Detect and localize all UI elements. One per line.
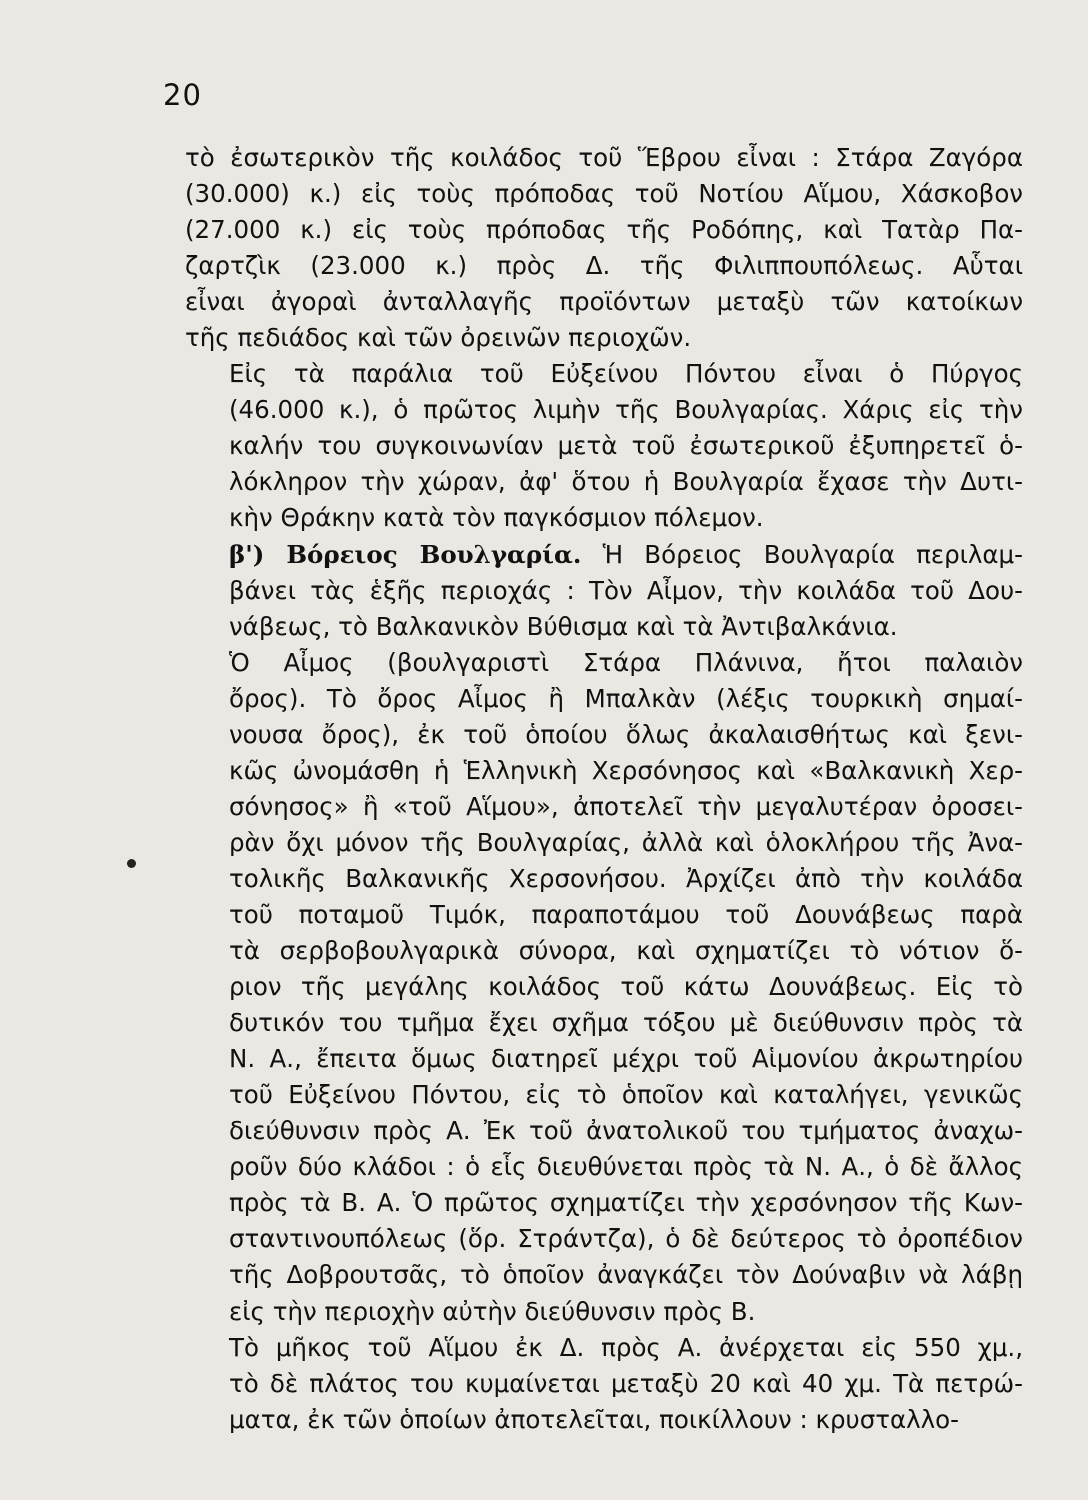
text-line: πρὸς τὰ Β. Α. Ὁ πρῶτος σχηματίζει τὴν χερσόνησον τῆς Κων- — [229, 1188, 1023, 1218]
paragraph — [185, 645, 1023, 1330]
text-line: δυτικόν του τμῆμα ἔχει σχῆμα τόξου μὲ διεύθυνσιν πρὸς τὰ — [229, 1008, 1023, 1038]
text-line: ματα, ἐκ τῶν ὁποίων ἀποτελεῖται, ποικίλλουν : κρυσταλλο- — [229, 1404, 959, 1434]
text-line: τὰ σερβοβουλγαρικὰ σύνορα, καὶ σχηματίζει τὸ νότιον ὅ- — [229, 936, 1023, 966]
text-line: τὸ δὲ πλάτος του κυμαίνεται μεταξὺ 20 καὶ 40 χμ. Τὰ πετρώ- — [229, 1368, 1023, 1398]
text-line: τολικῆς Βαλκανικῆς Χερσονήσου. Ἀρχίζει ἀπὸ τὴν κοιλάδα — [229, 863, 1023, 893]
text-line: Εἰς τὰ παράλια τοῦ Εὐξείνου Πόντου εἶναι ὁ Πύργος — [229, 359, 1023, 389]
text-line: (30.000) κ.) εἰς τοὺς πρόποδας τοῦ Νοτίου Αἵμου, Χάσκοβον — [185, 179, 1023, 209]
text-line: ρὰν ὄχι μόνον τῆς Βουλγαρίας, ἀλλὰ καὶ ὁλοκλήρου τῆς Ἀνα- — [229, 827, 1023, 857]
text-line: τοῦ Εὐξείνου Πόντου, εἰς τὸ ὁποῖον καὶ καταλήγει, γενικῶς — [229, 1080, 1023, 1110]
text-line: ζαρτζὶκ (23.000 κ.) πρὸς Δ. τῆς Φιλιππουπόλεως. Αὗται — [185, 251, 1023, 281]
paragraph — [185, 1330, 1023, 1438]
text-line: ριον τῆς μεγάλης κοιλάδος τοῦ κάτω Δουνάβεως. Εἰς τὸ — [229, 972, 1023, 1002]
text-line — [185, 537, 1023, 573]
text-line: διεύθυνσιν πρὸς Α. Ἐκ τοῦ ἀνατολικοῦ του τμήματος ἀναχω- — [229, 1116, 1023, 1146]
text-line: Τὸ μῆκος τοῦ Αἵμου ἐκ Δ. πρὸς Α. ἀνέρχεται εἰς 550 χμ., — [229, 1332, 1023, 1362]
text-line: εἰς τὴν περιοχὴν αὐτὴν διεύθυνσιν πρὸς Β. — [229, 1296, 756, 1326]
text-line: τῆς πεδιάδος καὶ τῶν ὀρεινῶν περιοχῶν. — [185, 323, 692, 353]
text-line: Ν. Α., ἔπειτα ὅμως διατηρεῖ μέχρι τοῦ Αἱμονίου ἀκρωτηρίου — [229, 1044, 1023, 1074]
text-line: σταντινουπόλεως (ὅρ. Στράντζα), ὁ δὲ δεύτερος τὸ ὀροπέδιον — [229, 1224, 1023, 1254]
line-text: Ἡ Βόρειος Βουλγαρία περιλαμ- — [581, 539, 1023, 569]
ink-spot — [127, 859, 136, 868]
text-line: ροῦν δύο κλάδοι : ὁ εἷς διευθύνεται πρὸς τὰ Ν. Α., ὁ δὲ ἄλλος — [229, 1152, 1023, 1182]
body-text — [185, 140, 1023, 1438]
text-line: νάβεως, τὸ Βαλκανικὸν Βύθισμα καὶ τὰ Ἀντιβαλκάνια. — [229, 611, 898, 641]
text-line: τὸ ἐσωτερικὸν τῆς κοιλάδος τοῦ Ἕβρου εἶναι : Στάρα Ζαγόρα — [185, 143, 1023, 172]
text-line: βάνει τὰς ἑξῆς περιοχάς : Τὸν Αἶμον, τὴν κοιλάδα τοῦ Δου- — [229, 575, 1023, 605]
text-line: (46.000 κ.), ὁ πρῶτος λιμὴν τῆς Βουλγαρίας. Χάρις εἰς τὴν — [229, 395, 1023, 425]
paragraph — [185, 356, 1023, 536]
text-line: (27.000 κ.) εἰς τοὺς πρόποδας τῆς Ροδόπης, καὶ Τατὰρ Πα- — [185, 215, 1023, 245]
section-heading: β') Βόρειος Βουλγαρία. — [229, 539, 582, 569]
text-line: κὴν Θράκην κατὰ τὸν παγκόσμιον πόλεμον. — [229, 503, 764, 533]
paragraph — [185, 537, 1023, 645]
text-line: εἶναι ἀγοραὶ ἀνταλλαγῆς προϊόντων μεταξὺ τῶν κατοίκων — [185, 287, 1023, 317]
text-line: λόκληρον τὴν χώραν, ἀφ' ὅτου ἡ Βουλγαρία ἔχασε τὴν Δυτι- — [229, 467, 1023, 497]
text-line: τοῦ ποταμοῦ Τιμόκ, παραποτάμου τοῦ Δουνάβεως παρὰ — [229, 899, 1023, 929]
text-line: κῶς ὠνομάσθη ἡ Ἑλληνικὴ Χερσόνησος καὶ «Βαλκανικὴ Χερ- — [229, 755, 1023, 785]
text-line: τῆς Δοβρουτσᾶς, τὸ ὁποῖον ἀναγκάζει τὸν Δούναβιν νὰ λάβῃ — [229, 1260, 1023, 1290]
text-line: Ὁ Αἶμος (βουλγαριστὶ Στάρα Πλάνινα, ἤτοι παλαιὸν — [229, 647, 1023, 677]
text-line: ὄρος). Τὸ ὄρος Αἶμος ἢ Μπαλκὰν (λέξις τουρκικὴ σημαί- — [229, 683, 1023, 713]
paragraph — [185, 140, 1023, 356]
text-line: νουσα ὄρος), ἐκ τοῦ ὁποίου ὅλως ἀκαλαισθήτως καὶ ξενι- — [229, 719, 1023, 749]
text-line: σόνησος» ἢ «τοῦ Αἵμου», ἀποτελεῖ τὴν μεγαλυτέραν ὀροσει- — [229, 791, 1023, 821]
page-number: 20 — [163, 78, 202, 112]
text-line: καλήν του συγκοινωνίαν μετὰ τοῦ ἐσωτερικοῦ ἐξυπηρετεῖ ὁ- — [229, 431, 1023, 461]
